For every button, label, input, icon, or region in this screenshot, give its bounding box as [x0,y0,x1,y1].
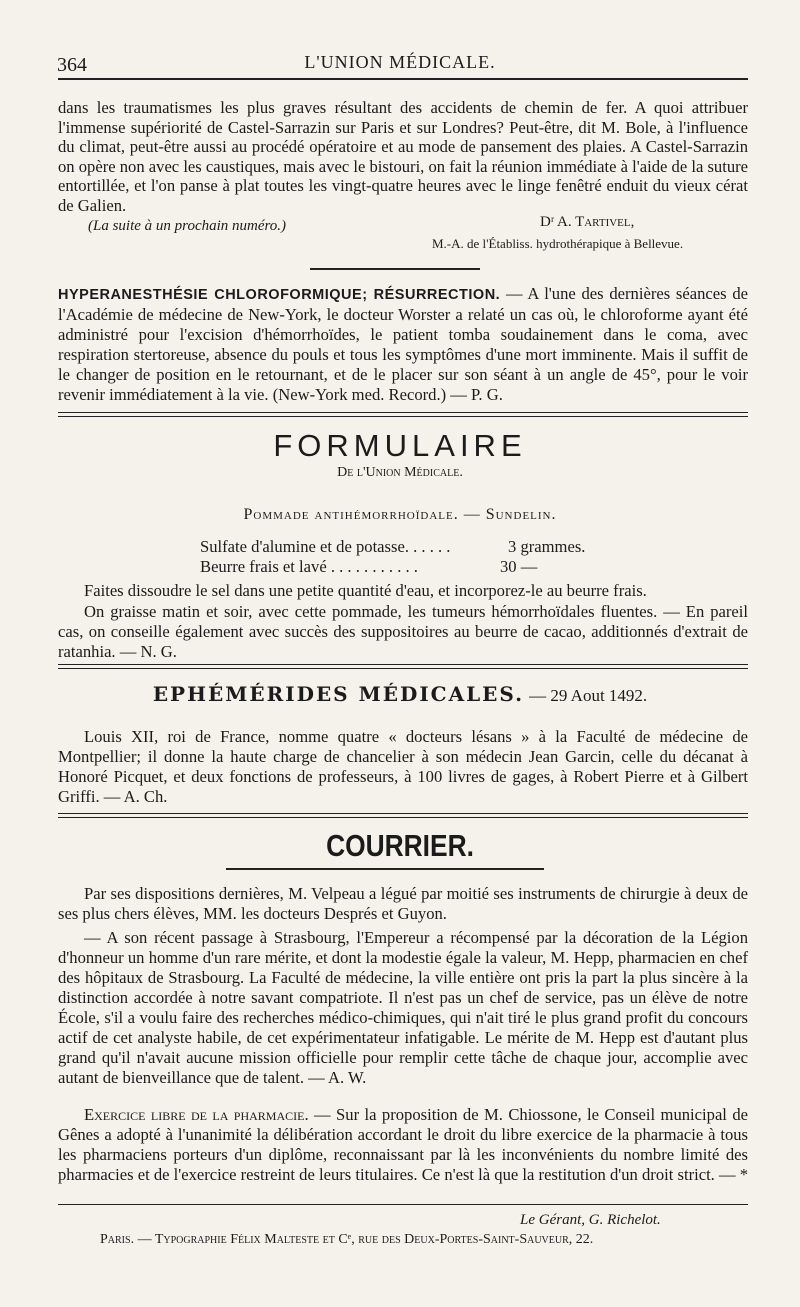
gerant-signature: Le Gérant, G. Richelot. [520,1212,661,1228]
to-be-continued: (La suite à un prochain numéro.) [88,218,287,234]
running-title: L'UNION MÉDICALE. [304,52,496,72]
section-divider-short [310,268,480,270]
signature-author: Dʳ A. Tartivel, [540,214,635,230]
double-rule-2-top [58,664,748,665]
recipe-title: Pommade antihémorrhoïdale. — Sundelin. [243,506,557,523]
hyperanesthesie-title: HYPERANESTHÉSIE CHLOROFORMIQUE; RÉSURRECTION. [58,287,501,303]
formulaire-instructions: Faites dissoudre le sel dans une petite quantité d'eau, et incorporez-le au beurre frais. [84,581,647,600]
page-header [0,48,800,78]
double-rule-3-bottom [58,817,748,818]
hyperanesthesie-article [58,284,748,405]
courrier-para-3-text: — Sur la proposition de M. Chiossone, le Conseil municipal de Gênes a adopté à l'unanimité la délibération accordant le droit du libre exercice de la pharmacie à tous les pharmaciens porteurs d'un diplôme, reconnaissant par là les inconvénients du nombre limité des pharmacies et de l'exercice restreint de leurs titulaires. Ce n'est là que la restitution d'un droit strict. — * [58,1105,749,1184]
header-rule [58,78,748,80]
ephemerides-title: EPHÉMÉRIDES MÉDICALES. [152,682,525,706]
page-number: 364 [57,54,87,76]
courrier-para-2: — A son récent passage à Strasbourg, l'Empereur a récompensé par la décoration de la Légion d'honneur un homme d'un rare mérite, et dont la modestie égale la valeur, M. Hepp, pharmacien en chef des hôpitaux de Strasbourg. La Faculté de médecine, la ville entière ont pris la part la plus sincère à la distinction accordée à notre savant compatriote. Il n'est pas un chef de service, pas un élève de notre École, s'il a voulu faire des recherches médico-chimiques, qui n'ait tiré le plus grand profit du concours actif de cet analyste habile, de cet expérimentateur infatigable. Le mérite de M. Hepp est d'autant plus grand qu'il n'avait aucune mission officielle pour remplir cette tâche de chaque jour, accomplie avec autant de bienveillance que de talent. — A. W. [58,928,748,1087]
top-paragraph: dans les traumatismes les plus graves résultant des accidents de chemin de fer. A quoi attribuer l'immense supériorité de Castel-Sarrazin sur Paris et sur Londres? Peut-être, dit M. Bole, à l'influence du climat, peut-être aussi au procédé opératoire et au mode de pansement des plaies. A Castel-Sarrazin on opère non avec les caustiques, mais avec le bistouri, on fait la réunion immédiate à l'aide de la suture entortillée, et l'on panse à plat toutes les vingt-quatre heures avec le linge fenêtré enduit du vieux cérat de Galien. [58,98,749,215]
courrier-underline [226,868,544,870]
printer-line: Paris. — Typographie Félix Malteste et Cᵉ, rue des Deux-Portes-Saint-Sauveur, 22. [100,1232,594,1247]
hyperanesthesie-text: — A l'une des dernières séances de l'Académie de médecine de New-York, le docteur Worster a relaté un cas où, le chloroforme ayant été administré pour l'excision d'hémorrhoïdes, le patient tomba soudainement dans le coma, avec respiration stertoreuse, absence du pouls et tous les symptômes d'une mort imminente. Mais il suffit de le changer de position en le retournant, et de le placer sur son séant à un angle de 45°, pour le voir revenir immédiatement à la vie. (New-York med. Record.) — P. G. [58,284,748,404]
double-rule-2-bottom [58,668,748,669]
ephemerides-heading [0,682,800,707]
formulaire-title: FORMULAIRE [273,428,527,463]
double-rule-3-top [58,813,748,814]
ingredient-2-qty: 30 — [500,557,538,576]
ephemerides-date: — 29 Aout 1492. [529,686,648,705]
signature-role: M.-A. de l'Établiss. hydrothérapique à Bellevue. [432,236,684,251]
footer-rule [58,1204,748,1205]
courrier-para-3-head: Exercice libre de la pharmacie. [84,1105,309,1124]
ingredient-1-name: Sulfate d'alumine et de potasse. . . . . . [200,537,451,556]
ingredient-1-qty: 3 grammes. [508,537,586,556]
ingredient-2-name: Beurre frais et lavé . . . . . . . . . . . [200,557,418,576]
formulaire-usage: On graisse matin et soir, avec cette pommade, les tumeurs hémorrhoïdales fluentes. — En pareil cas, on conseille également avec succès des suppositoires au beurre de cacao, additionnés d'extrait de ratanhia. — N. G. [58,602,748,661]
ephemerides-text: Louis XII, roi de France, nomme quatre « docteurs lésans » à la Faculté de médecine de Montpellier; il donne la haute charge de chancelier à son médecin Jean Garcin, celle du décanat à Honoré Picquet, et deux fonctions de professeurs, à 100 livres de gages, à Robert Pierre et à Gilbert Griffi. — A. Ch. [58,727,748,806]
double-rule-top [58,412,748,413]
courrier-title: COURRIER. [326,828,474,863]
double-rule-bottom [58,416,748,417]
courrier-para-1: Par ses dispositions dernières, M. Velpeau a légué par moitié ses instruments de chirurgie à deux de ses plus chers élèves, MM. les docteurs Després et Guyon. [58,884,748,923]
formulaire-subtitle: De l'Union Médicale. [337,465,463,480]
courrier-para-3 [58,1105,748,1185]
